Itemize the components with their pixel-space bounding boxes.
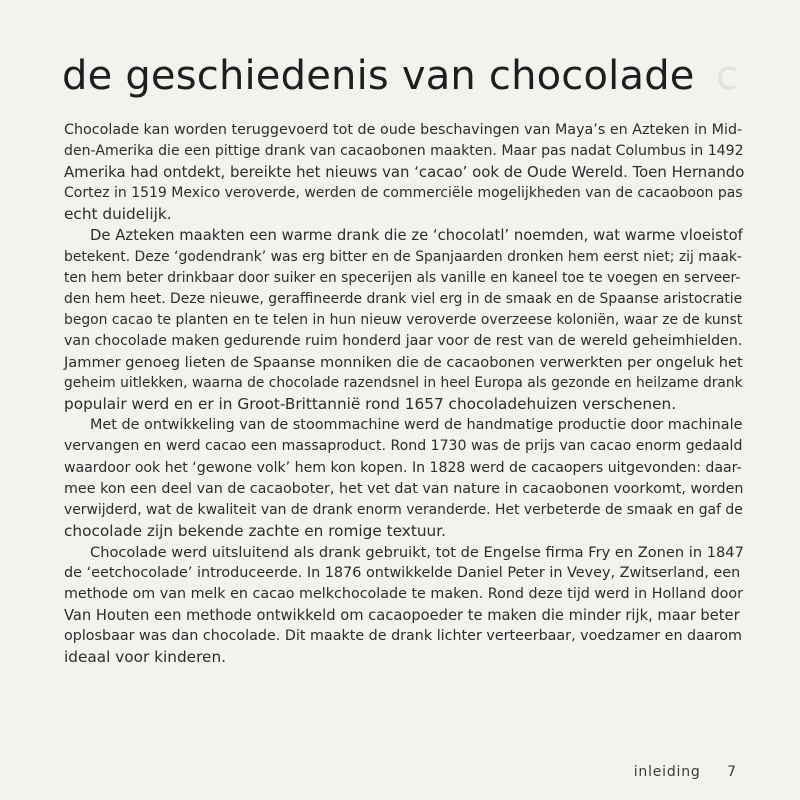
text-line: De Azteken maakten een warme drank die ze ‘chocolatl’ noemden, wat warme vloeistof (90, 227, 743, 245)
text-line: methode om van melk en cacao melkchocolade te maken. Rond deze tijd werd in Holland door (64, 586, 744, 603)
text-line: Chocolade kan worden teruggevoerd tot de oude beschavingen van Maya’s en Azteken in Mid- (64, 122, 743, 138)
paragraph (64, 225, 744, 415)
text-line: Met de ontwikkeling van de stoommachine werd de handmatige productie door machinale (90, 417, 743, 434)
text-line: Cortez in 1519 Mexico veroverde, werden de commerciële mogelijkheden van de cacaoboon pas (64, 185, 743, 202)
paragraph (64, 120, 744, 225)
paragraph (64, 415, 744, 542)
text-line: ideaal voor kinderen. (64, 648, 226, 667)
text-line: vervangen en werd cacao een massaproduct. Rond 1730 was de prijs van cacao enorm gedaald (64, 438, 743, 455)
text-line: den hem heet. Deze nieuwe, geraffineerde drank viel erg in de smaak en de Spaanse aristocratie (64, 290, 743, 307)
text-line: geheim uitlekken, waarna de chocolade razendsnel in heel Europa als gezonde en heilzame drank (64, 375, 743, 392)
page-number: 7 (727, 764, 736, 780)
text-line: populair werd en er in Groot-Brittannië rond 1657 chocoladehuizen verschenen. (64, 395, 677, 414)
text-line: Chocolade werd uitsluitend als drank gebruikt, tot de Engelse firma Fry en Zonen in 1847 (90, 543, 744, 561)
text-line: mee kon een deel van de cacaoboter, het vet dat van nature in cacaobonen voorkomt, worden (64, 480, 744, 497)
text-line: betekent. Deze ‘godendrank’ was erg bitter en de Spanjaarden dronken hem eerst niet; zij maak- (64, 248, 742, 265)
text-line: ten hem beter drinkbaar door suiker en specerijen als vanille en kaneel toe te voegen en serveer- (64, 269, 741, 286)
text-line: waardoor ook het ‘gewone volk’ hem kon kopen. In 1828 werd de cacaopers uitgevonden: daar- (64, 459, 742, 476)
text-line: verwijderd, wat de kwaliteit van de drank enorm veranderde. Het verbeterde de smaak en gaf de (64, 501, 743, 518)
text-line: den-Amerika die een pittige drank van cacaobonen maakten. Maar pas nadat Columbus in 1492 (64, 143, 744, 160)
text-line: echt duidelijk. (64, 205, 172, 224)
text-line: oplosbaar was dan chocolade. Dit maakte de drank lichter verteerbaar, voedzamer en daarom (64, 628, 742, 645)
text-line: chocolade zijn bekende zachte en romige textuur. (64, 521, 446, 540)
body-text (64, 120, 744, 668)
show-through-text: c (716, 53, 738, 99)
page-title: de geschiedenis van chocolade (62, 53, 695, 99)
page-footer (0, 762, 736, 782)
text-line: van chocolade maken gedurende ruim honderd jaar voor de rest van de wereld geheimhielden. (64, 332, 743, 349)
text-line: Van Houten een methode ontwikkeld om cacaopoeder te maken die minder rijk, maar beter (64, 607, 740, 625)
section-label: inleiding (633, 764, 701, 780)
text-line: de ‘eetchocolade’ introduceerde. In 1876 ontwikkelde Daniel Peter in Vevey, Zwitserland, een (64, 564, 741, 581)
text-line: begon cacao te planten en te telen in hun nieuw veroverde overzeese koloniën, waar ze de kunst (64, 311, 743, 328)
text-line: Jammer genoeg lieten de Spaanse monniken die de cacaobonen verwerkten per ongeluk het (64, 354, 743, 372)
text-line: Amerika had ontdekt, bereikte het nieuws van ‘cacao’ ook de Oude Wereld. Toen Hernando (64, 163, 745, 182)
paragraph (64, 542, 744, 669)
